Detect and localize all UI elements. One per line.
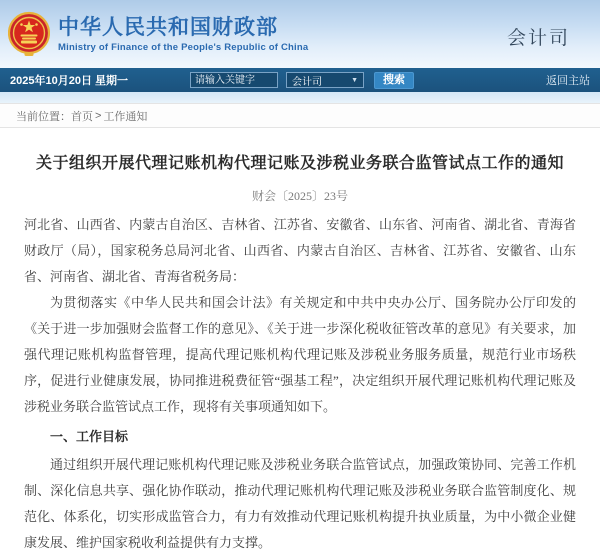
site-header (0, 0, 600, 68)
article-title: 关于组织开展代理记账机构代理记账及涉税业务联合监管试点工作的通知 (35, 155, 564, 172)
section-1-heading: 一、工作目标 (50, 429, 129, 444)
site-subtitle: Ministry of Finance of the People's Republic of China (58, 41, 309, 53)
current-date: 2025年10月20日 星期一 (10, 75, 128, 87)
search-scope-value: 会计司 (292, 76, 322, 88)
recipients-paragraph: 河北省、山西省、内蒙古自治区、吉林省、江苏省、安徽省、山东省、河南省、湖北省、青海省财政厅（局），国家税务总局河北省、山西省、内蒙古自治区、吉林省、江苏省、安徽省、山东省、河南省、湖北省、青海省税务局： (24, 217, 576, 284)
china-national-emblem-icon (8, 11, 50, 57)
search-scope-select[interactable] (286, 72, 364, 88)
brand (8, 11, 308, 57)
section-1-paragraph: 通过组织开展代理记账机构代理记账及涉税业务联合监管试点，加强政策协同、完善工作机制、深化信息共享、强化协作联动，推动代理记账机构代理记账及涉税业务联合监管制度化、规范化、体系化，切实形成监管合力，有力有效推动代理记账机构提升执业质量，为中小微企业健康发展、维护国家税收利益提供有力支撑。 (24, 457, 576, 550)
search-button[interactable]: 搜索 (374, 72, 414, 89)
document-number: 财会〔2025〕23号 (251, 189, 348, 203)
search-input[interactable] (190, 72, 278, 88)
return-home-link[interactable]: 返回主站 (546, 75, 590, 87)
brand-text (58, 15, 308, 54)
department-name: 会计司 (506, 27, 570, 49)
site-title: 中华人民共和国财政部 (58, 15, 278, 39)
top-navbar (0, 68, 600, 92)
breadcrumb-home-link[interactable]: 首页 (71, 110, 93, 123)
breadcrumb-label: 当前位置： (16, 110, 71, 123)
breadcrumb (0, 103, 600, 128)
chevron-down-icon: ▼ (351, 76, 358, 84)
sky-strip (0, 92, 600, 103)
breadcrumb-separator: > (95, 109, 102, 122)
intro-paragraph: 为贯彻落实《中华人民共和国会计法》有关规定和中共中央办公厅、国务院办公厅印发的《关于进一步加强财会监督工作的意见》、《关于进一步深化税收征管改革的意见》有关要求，加强代理记账机构监督管理，提高代理记账机构代理记账及涉税业务服务质量，规范行业市场秩序，促进行业健康发展，协同推进税费征管“强基工程”，决定组织开展代理记账机构代理记账及涉税业务联合监管试点工作，现将有关事项通知如下。 (24, 295, 576, 414)
breadcrumb-current: 工作通知 (103, 110, 148, 123)
article-body (0, 128, 600, 556)
